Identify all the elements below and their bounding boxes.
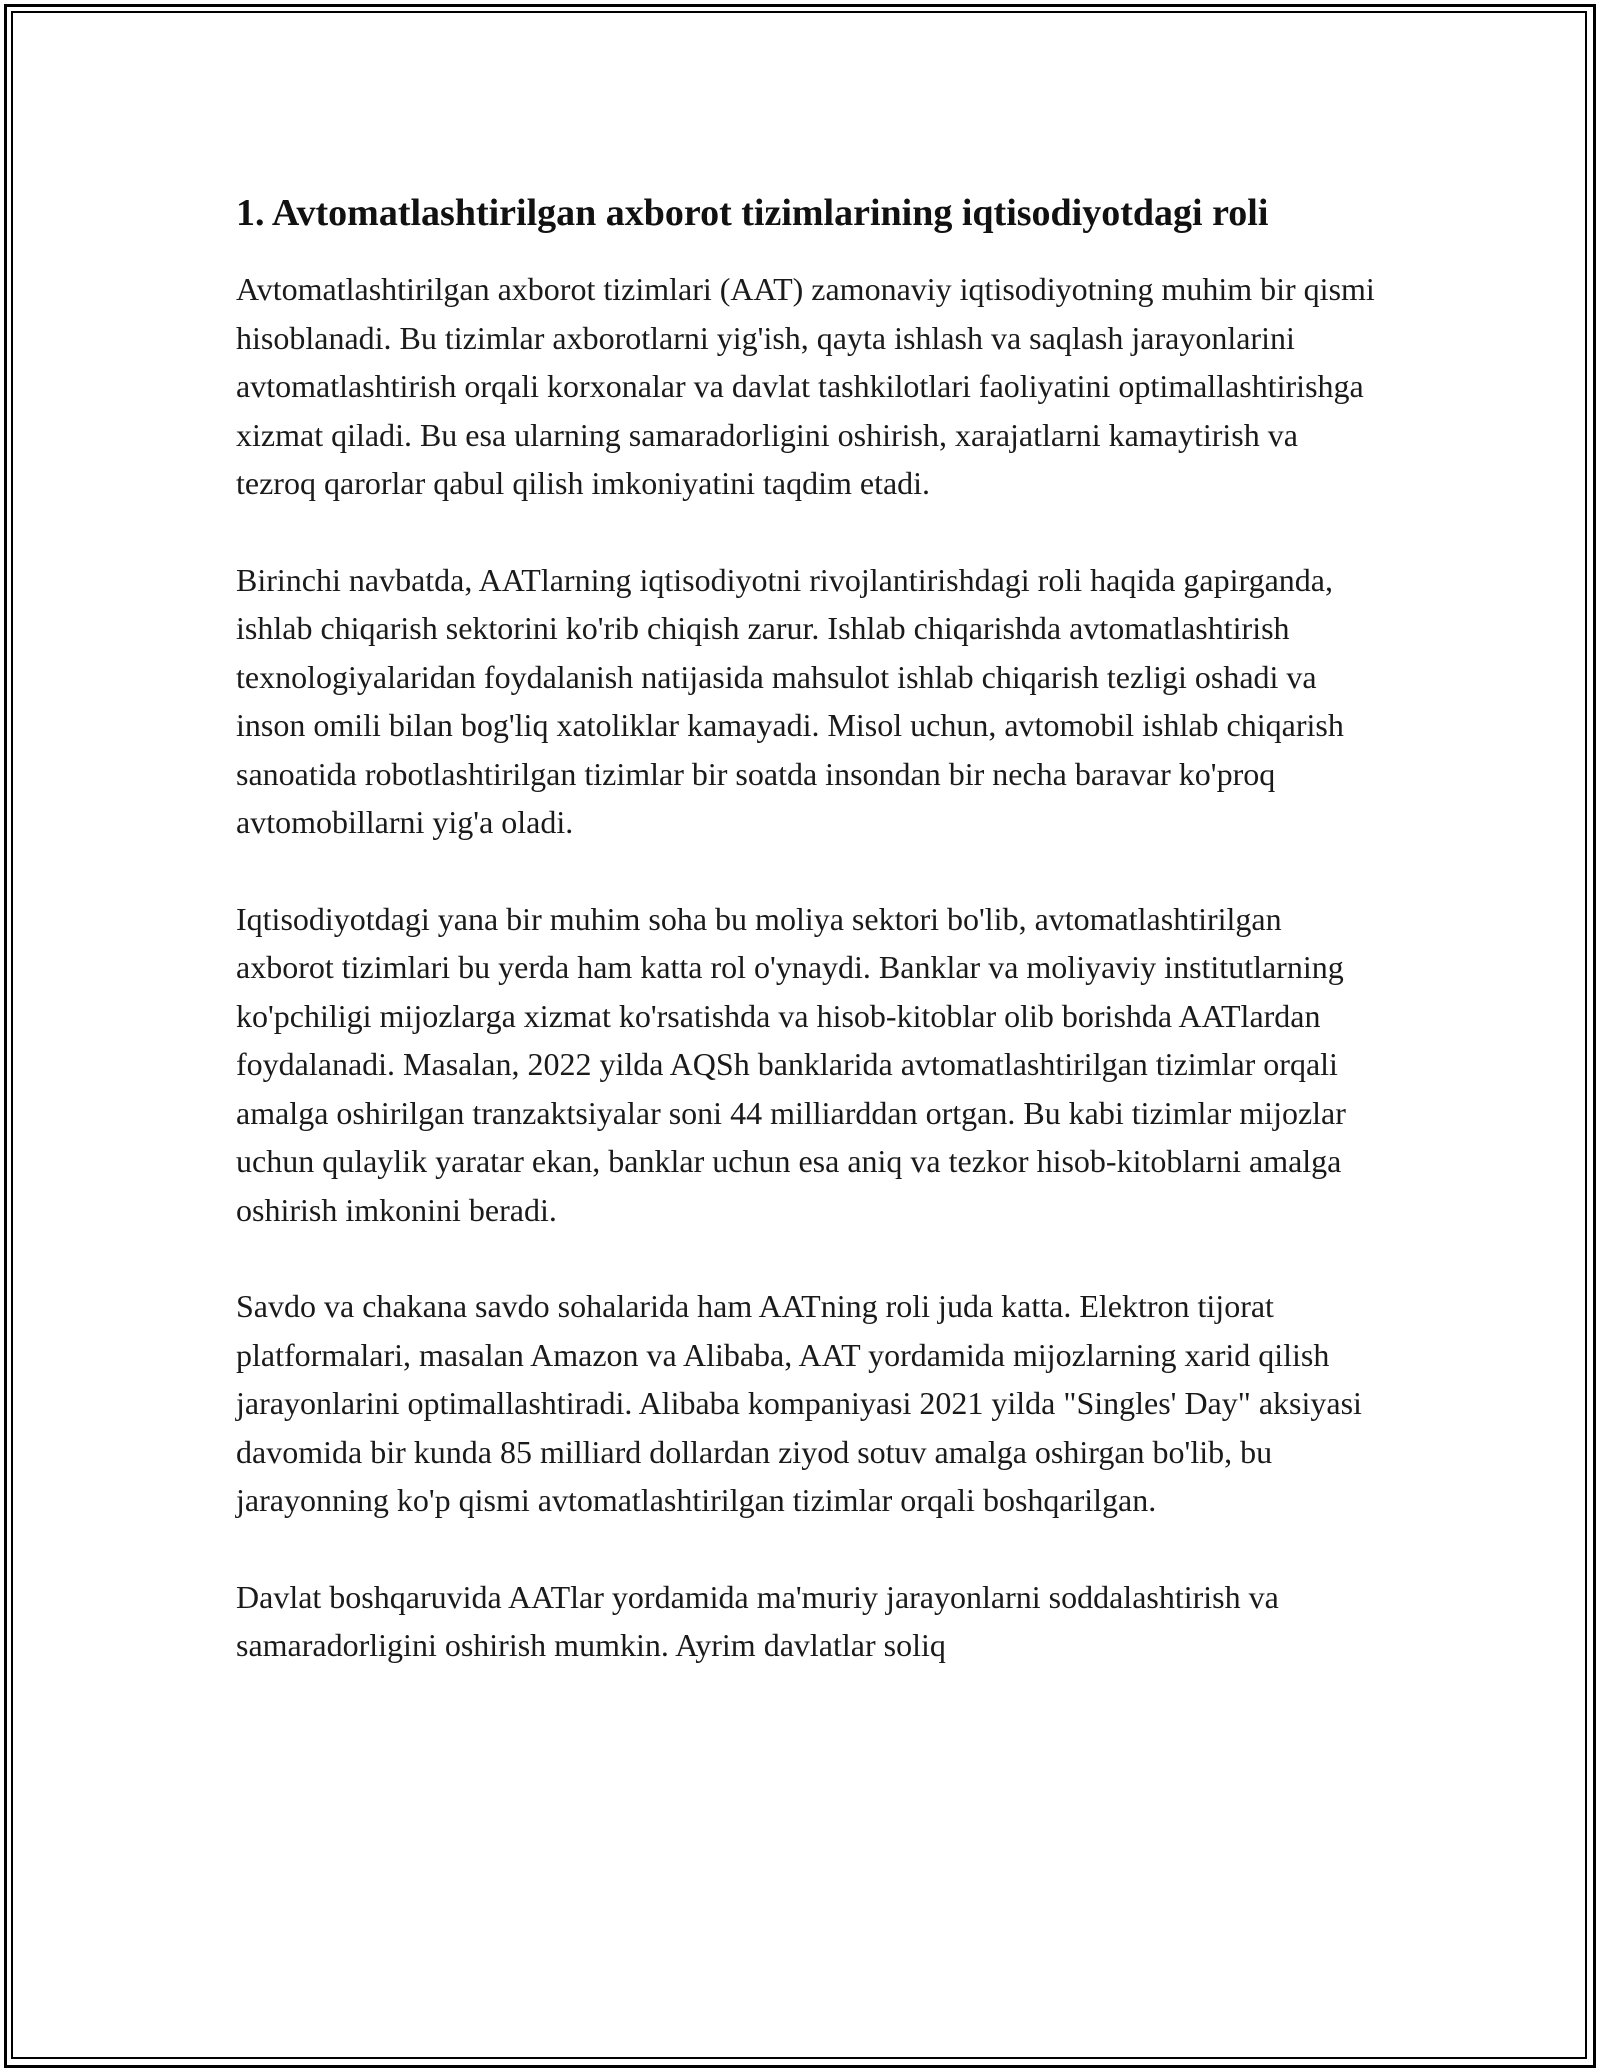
paragraph-manufacturing: Birinchi navbatda, AATlarning iqtisodiyotni rivojlantirishdagi roli haqida gapirganda, ishlab chiqarish sektorini ko'rib chiqish zarur. Ishlab chiqarishda avtomatlashtirish texnologiyalaridan foydalanish natijasida mahsulot ishlab chiqarish tezligi oshadi va inson omili bilan bog'liq xatoliklar kamayadi. Misol uchun, avtomobil ishlab chiqarish sanoatida robotlashtirilgan tizimlar bir soatda insondan bir necha baravar ko'proq avtomobillarni yig'a oladi. (236, 561, 1344, 840)
paragraph-intro: Avtomatlashtirilgan axborot tizimlari (AAT) zamonaviy iqtisodiyotning muhim bir qismi hisoblanadi. Bu tizimlar axborotlarni yig'ish, qayta ishlash va saqlash jarayonlarini avtomatlashtirish orqali korxonalar va davlat tashkilotlari faoliyatini optimallashtirishga xizmat qiladi. Bu esa ularning samaradorligini oshirish, xarajatlarni kamaytirish va tezroq qarorlar qabul qilish imkoniyatini taqdim etadi. (236, 271, 1375, 501)
section-heading: 1. Avtomatlashtirilgan axborot tizimlarining iqtisodiyotdagi roli (236, 192, 1269, 234)
paragraph-government: Davlat boshqaruvida AATlar yordamida ma'muriy jarayonlarni soddalashtirish va samaradorligini oshirish mumkin. Ayrim davlatlar soliq (236, 1578, 1279, 1663)
paragraph-retail: Savdo va chakana savdo sohalarida ham AATning roli juda katta. Elektron tijorat platformalari, masalan Amazon va Alibaba, AAT yordamida mijozlarning xarid qilish jarayonlarini optimallashtiradi. Alibaba kompaniyasi 2021 yilda "Singles' Day" aksiyasi davomida bir kunda 85 milliard dollardan ziyod sotuv amalga oshirgan bo'lib, bu jarayonning ko'p qismi avtomatlashtirilgan tizimlar orqali boshqarilgan. (236, 1288, 1362, 1518)
paragraph-finance: Iqtisodiyotdagi yana bir muhim soha bu moliya sektori bo'lib, avtomatlashtirilgan axborot tizimlari bu yerda ham katta rol o'ynaydi. Banklar va moliyaviy institutlarning ko'pchiligi mijozlarga xizmat ko'rsatishda va hisob-kitoblar olib borishda AATlardan foydalanadi. Masalan, 2022 yilda AQSh banklarida avtomatlashtirilgan tizimlar orqali amalga oshirilgan tranzaktsiyalar soni 44 milliarddan ortgan. Bu kabi tizimlar mijozlar uchun qulaylik yaratar ekan, banklar uchun esa aniq va tezkor hisob-kitoblarni amalga oshirish imkonini beradi. (236, 900, 1346, 1228)
document-body (236, 186, 1376, 1670)
